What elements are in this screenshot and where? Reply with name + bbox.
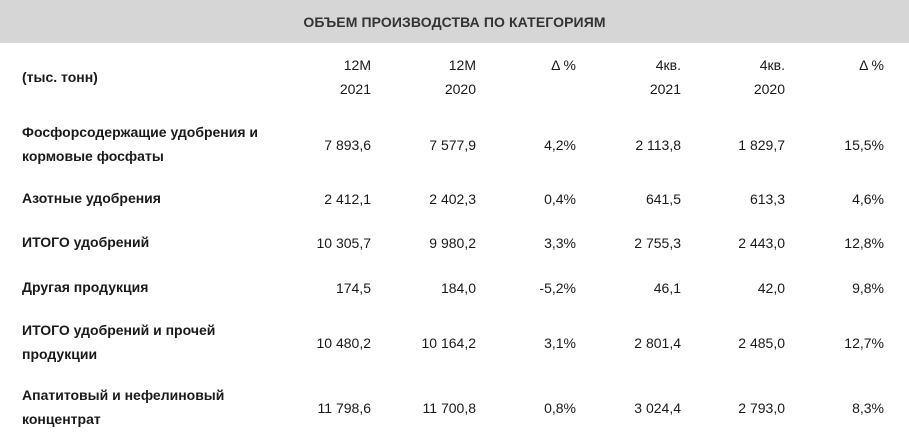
table-cell: 46,1 — [653, 279, 681, 296]
table-row — [0, 264, 909, 309]
padding-cell — [884, 264, 909, 309]
table-cell: 2 755,3 — [634, 234, 681, 251]
column-header-change: Δ % — [859, 57, 884, 73]
table-cell: 3,3% — [544, 234, 576, 251]
table-cell: 2 793,0 — [738, 400, 785, 416]
table-cell: 10 305,7 — [316, 234, 371, 251]
row-label — [0, 309, 280, 375]
column-header — [371, 43, 476, 111]
header-row — [0, 43, 909, 111]
table-cell: 2 443,0 — [738, 234, 785, 251]
table-cell: 174,5 — [335, 279, 371, 296]
row-label-text: Азотные удобрения — [22, 190, 161, 206]
table-row — [0, 375, 909, 439]
table-cell: 15,5% — [844, 137, 884, 153]
table-cell: 7 893,6 — [324, 137, 371, 153]
table-cell: 9 980,2 — [429, 234, 476, 251]
table-cell: 11 798,6 — [317, 400, 371, 416]
column-header-period: 12М — [343, 57, 371, 73]
column-header-change: Δ % — [551, 57, 576, 73]
column-header — [576, 43, 681, 111]
row-label-text: Другая продукция — [22, 278, 149, 295]
table-cell: 10 164,2 — [421, 335, 476, 351]
table-cell: 12,8% — [844, 234, 884, 251]
table-row — [0, 219, 909, 264]
table-cell: 1 829,7 — [738, 137, 785, 153]
column-header-period: 12М — [448, 57, 476, 73]
row-label — [0, 375, 280, 439]
table-cell: 0,4% — [544, 191, 576, 207]
unit-label: (тыс. тонн) — [22, 69, 98, 85]
table-cell: 184,0 — [440, 279, 476, 296]
padding-cell — [884, 111, 909, 177]
table-cell: 2 412,1 — [324, 191, 371, 207]
table-cell: 4,6% — [852, 191, 884, 207]
column-header-blank — [785, 77, 884, 101]
padding-cell — [884, 309, 909, 375]
table-cell: 613,3 — [749, 191, 785, 207]
table-row — [0, 309, 909, 375]
column-header-period: 4кв. — [759, 57, 785, 73]
row-label-text: ИТОГО удобрений — [22, 233, 150, 250]
table-cell: 3,1% — [544, 335, 576, 351]
table-cell: 11 700,8 — [422, 400, 476, 416]
padding-cell — [884, 177, 909, 219]
table-cell: 4,2% — [544, 137, 576, 153]
padding-cell — [884, 375, 909, 439]
table-cell: 641,5 — [645, 191, 681, 207]
table-cell: -5,2% — [539, 279, 576, 296]
column-header-blank — [476, 77, 576, 101]
row-label-text: ИТОГО удобрений и прочей продукции — [22, 322, 216, 362]
row-label — [0, 177, 280, 219]
table-cell: 2 113,8 — [635, 137, 681, 153]
row-label-text: Фосфорсодержащие удобрения и кормовые фосфаты — [22, 124, 259, 164]
table-cell: 2 801,4 — [634, 335, 681, 351]
table-cell: 2 485,0 — [738, 335, 785, 351]
column-header-year: 2021 — [339, 81, 371, 97]
table-cell: 2 402,3 — [429, 191, 476, 207]
column-header-year: 2021 — [649, 81, 681, 97]
table-cell: 42,0 — [757, 279, 785, 296]
table-title: ОБЪЕМ ПРОИЗВОДСТВА ПО КАТЕГОРИЯМ — [303, 13, 606, 30]
padding-cell — [884, 219, 909, 264]
table-cell: 7 577,9 — [429, 137, 476, 153]
padding-cell — [884, 43, 909, 111]
row-label — [0, 264, 280, 309]
column-header — [476, 43, 576, 111]
column-header — [681, 43, 785, 111]
table-title-bar — [0, 0, 909, 43]
table-cell: 0,8% — [544, 400, 576, 416]
column-header-year: 2020 — [444, 81, 476, 97]
table-cell: 12,7% — [844, 335, 884, 351]
column-header-year: 2020 — [753, 81, 785, 97]
table-row — [0, 177, 909, 219]
column-header — [280, 43, 371, 111]
table-row — [0, 111, 909, 177]
row-label — [0, 219, 280, 264]
column-header-period: 4кв. — [655, 57, 681, 73]
table-cell: 3 024,4 — [634, 400, 681, 416]
production-volume-table — [0, 43, 909, 439]
column-header — [785, 43, 884, 111]
table-cell: 8,3% — [852, 400, 884, 416]
row-label — [0, 111, 280, 177]
table-cell: 10 480,2 — [316, 335, 371, 351]
table-cell: 9,8% — [852, 279, 884, 296]
row-label-text: Апатитовый и нефелиновый концентрат — [22, 387, 225, 427]
